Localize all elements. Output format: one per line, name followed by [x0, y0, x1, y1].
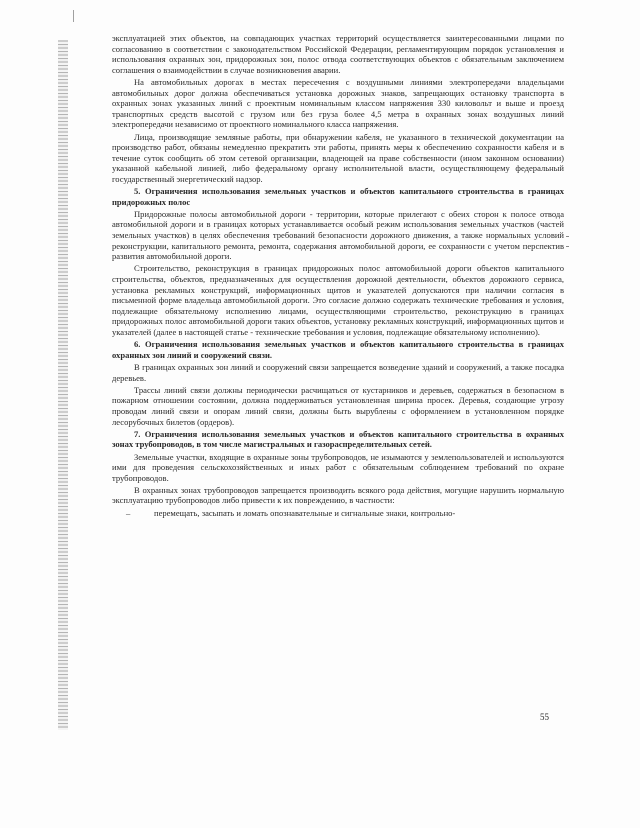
- body-paragraph: Придорожные полосы автомобильной дороги - территории, которые прилегают с обеих сторон к полосе отвода автомобильной дороги и в границах которых устанавливается особый режим использования земельных участков (частей земельных участков) в целях обеспечения требований безопасности дорожного движения, а также нормальных условий реконструкции, капитального ремонта, ремонта, содержания автомобильной дороги, ее сохранности с учетом перспектив развития автомобильной дороги.: [112, 208, 564, 262]
- list-item-text: перемещать, засыпать и ломать опознавательные и сигнальные знаки, контрольно-: [154, 507, 456, 518]
- margin-mark: [566, 236, 569, 237]
- page-number: 55: [540, 712, 549, 722]
- margin-mark: [566, 246, 569, 247]
- body-paragraph: На автомобильных дорогах в местах пересечения с воздушными линиями электропередачи владельцами автомобильных дорог должна обеспечиваться установка дорожных знаков, запрещающих остановку транспорта в охранных зонах указанных линий с проектным номинальным классом напряжения 330 киловольт и выше и проезд транспортных средств высотой с грузом или без груза более 4,5 метра в охранных зонах воздушных линий электропередачи независимо от проектного номинального класса напряжения.: [112, 76, 564, 130]
- dash-marker: –: [126, 507, 131, 518]
- binding-edge: [58, 40, 68, 730]
- body-paragraph: Трассы линий связи должны периодически расчищаться от кустарников и деревьев, содержаться в безопасном в пожарном отношении состоянии, должна поддерживаться установленная ширина просек. Деревья, создающие угрозу проводам линий связи и опорам линий связи, должны быть вырублены с оформлением в установленном порядке лесорубочных билетов (ордеров).: [112, 384, 564, 427]
- scan-artifact-mark: [73, 10, 74, 22]
- section-heading: 6. Ограничения использования земельных участков и объектов капитального строительства в границах охранных зон линий и сооружений связи.: [112, 339, 564, 360]
- document-body: [112, 33, 564, 520]
- list-item: [112, 508, 564, 519]
- body-paragraph: Лица, производящие земляные работы, при обнаружении кабеля, не указанного в технической документации на производство работ, обязаны немедленно прекратить эти работы, принять меры к обеспечению сохранности кабеля и в течение суток сообщить об этом сетевой организации, владеющей на праве собственности (ином законном основании) указанной кабельной линией, либо федеральному органу исполнительной власти, осуществляющему федеральный государственный энергетический надзор.: [112, 131, 564, 184]
- section-heading: 7. Ограничения использования земельных участков и объектов капитального строительства в охранных зонах трубопроводов, в том числе магистральных и газораспределительных сетей.: [112, 428, 564, 450]
- body-paragraph: эксплуатацией этих объектов, на совпадающих участках территорий осуществляется заинтересованными лицами по согласованию в соответствии с законодательством Российской Федерации, регламентирующим порядок установления и использования охранных зон, придорожных зон, полос отвода соответствующих объектов с обязательным заключением соглашения о взаимодействии в случае возникновения аварии.: [112, 33, 564, 75]
- body-paragraph: Земельные участки, входящие в охранные зоны трубопроводов, не изымаются у землепользователей и используются ими для проведения сельскохозяйственных и иных работ с обязательным соблюдением требований по охране трубопроводов.: [112, 451, 564, 483]
- body-paragraph: В границах охранных зон линий и сооружений связи запрещается возведение зданий и сооружений, а также посадка деревьев.: [112, 361, 564, 383]
- body-paragraph: В охранных зонах трубопроводов запрещается производить всякого рода действия, могущие нарушить нормальную эксплуатацию трубопроводов либо привести к их повреждению, в частности:: [112, 484, 564, 506]
- section-heading: 5. Ограничения использования земельных участков и объектов капитального строительства в границах придорожных полос: [112, 186, 564, 207]
- body-paragraph: Строительство, реконструкция в границах придорожных полос автомобильной дороги объектов капитального строительства, объектов, предназначенных для осуществления дорожной деятельности, объектов дорожного сервиса, установка рекламных конструкций, информационных щитов и указателей допускаются при наличии согласия в письменной форме владельца автомобильной дороги. Это согласие должно содержать технические требования и условия, подлежащие обязательному исполнению лицами, осуществляющими строительство, реконструкцию в границах придорожных полос автомобильной дороги таких объектов, установку рекламных конструкций, информационных щитов и указателей (далее в настоящей статье - технические требования и условия, подлежащие обязательному исполнению).: [112, 263, 564, 337]
